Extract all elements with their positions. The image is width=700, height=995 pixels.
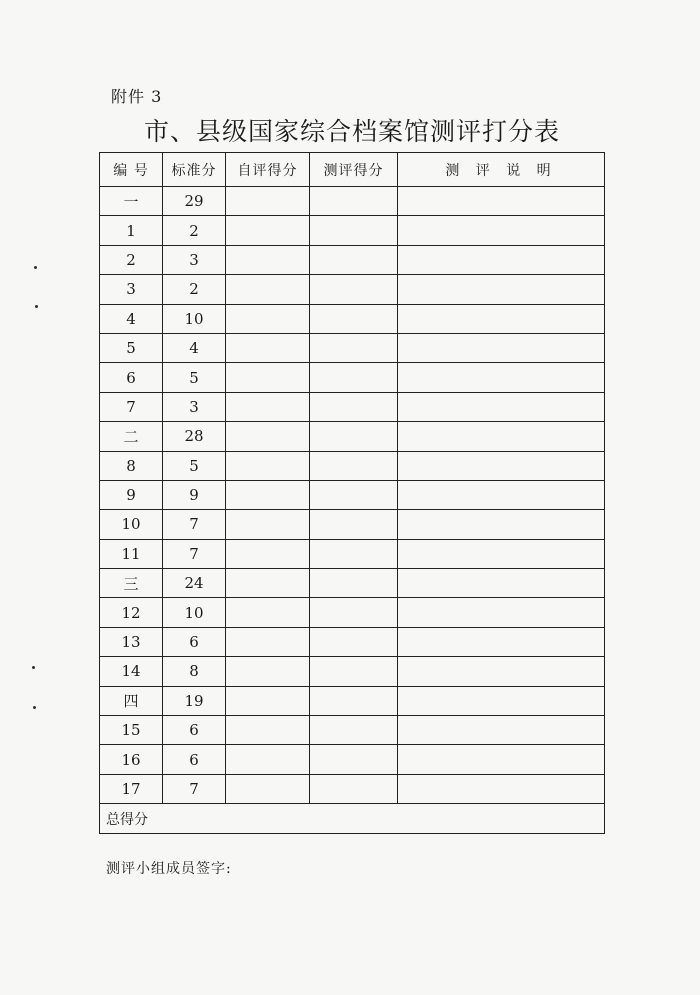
cell-evaluation-score: [310, 245, 398, 274]
cell-standard-score: 5: [163, 363, 226, 392]
cell-evaluation-score: [310, 745, 398, 774]
cell-evaluation-score: [310, 598, 398, 627]
table-row: [100, 363, 605, 392]
cell-number: 11: [100, 539, 163, 568]
scan-speck: [32, 666, 35, 669]
table-row: [100, 774, 605, 803]
cell-self-score: [226, 716, 310, 745]
table-row: [100, 627, 605, 656]
table-row: [100, 187, 605, 216]
cell-standard-score: 7: [163, 510, 226, 539]
cell-evaluation-notes: [398, 569, 605, 598]
cell-evaluation-notes: [398, 716, 605, 745]
attachment-label: 附件 3: [111, 87, 163, 106]
cell-number: 9: [100, 480, 163, 509]
cell-number: 15: [100, 716, 163, 745]
cell-number: 8: [100, 451, 163, 480]
cell-self-score: [226, 304, 310, 333]
cell-self-score: [226, 657, 310, 686]
cell-evaluation-score: [310, 187, 398, 216]
cell-evaluation-notes: [398, 451, 605, 480]
total-row: [100, 804, 605, 834]
cell-standard-score: 2: [163, 216, 226, 245]
cell-standard-score: 28: [163, 422, 226, 451]
page-title: 市、县级国家综合档案馆测评打分表: [143, 117, 560, 146]
cell-evaluation-notes: [398, 686, 605, 715]
cell-standard-score: 10: [163, 304, 226, 333]
cell-number: 一: [100, 187, 163, 216]
cell-evaluation-score: [310, 275, 398, 304]
cell-evaluation-notes: [398, 745, 605, 774]
cell-number: 二: [100, 422, 163, 451]
cell-evaluation-notes: [398, 510, 605, 539]
cell-number: 10: [100, 510, 163, 539]
cell-self-score: [226, 451, 310, 480]
cell-standard-score: 7: [163, 539, 226, 568]
cell-number: 2: [100, 245, 163, 274]
table-row: [100, 510, 605, 539]
table-row: [100, 686, 605, 715]
cell-evaluation-score: [310, 657, 398, 686]
table-row: [100, 745, 605, 774]
cell-standard-score: 4: [163, 333, 226, 362]
cell-number: 12: [100, 598, 163, 627]
cell-self-score: [226, 480, 310, 509]
cell-standard-score: 19: [163, 686, 226, 715]
cell-number: 4: [100, 304, 163, 333]
table-row: [100, 275, 605, 304]
cell-standard-score: 6: [163, 716, 226, 745]
cell-number: 四: [100, 686, 163, 715]
cell-standard-score: 29: [163, 187, 226, 216]
cell-evaluation-notes: [398, 304, 605, 333]
cell-evaluation-score: [310, 627, 398, 656]
cell-evaluation-notes: [398, 216, 605, 245]
cell-self-score: [226, 598, 310, 627]
cell-evaluation-score: [310, 392, 398, 421]
cell-number: 三: [100, 569, 163, 598]
cell-self-score: [226, 539, 310, 568]
cell-number: 7: [100, 392, 163, 421]
table-row: [100, 480, 605, 509]
cell-evaluation-score: [310, 510, 398, 539]
cell-self-score: [226, 422, 310, 451]
cell-number: 16: [100, 745, 163, 774]
cell-standard-score: 3: [163, 245, 226, 274]
cell-number: 14: [100, 657, 163, 686]
cell-evaluation-notes: [398, 275, 605, 304]
cell-self-score: [226, 187, 310, 216]
table-row: [100, 392, 605, 421]
cell-standard-score: 5: [163, 451, 226, 480]
cell-evaluation-score: [310, 304, 398, 333]
cell-evaluation-score: [310, 451, 398, 480]
cell-self-score: [226, 569, 310, 598]
cell-evaluation-notes: [398, 539, 605, 568]
cell-number: 3: [100, 275, 163, 304]
cell-evaluation-score: [310, 333, 398, 362]
cell-evaluation-notes: [398, 333, 605, 362]
cell-standard-score: 24: [163, 569, 226, 598]
cell-evaluation-score: [310, 774, 398, 803]
cell-evaluation-score: [310, 363, 398, 392]
cell-self-score: [226, 510, 310, 539]
table-row: [100, 304, 605, 333]
cell-self-score: [226, 245, 310, 274]
header-number: 编 号: [100, 153, 163, 187]
cell-self-score: [226, 216, 310, 245]
table-row: [100, 245, 605, 274]
cell-evaluation-notes: [398, 774, 605, 803]
cell-evaluation-notes: [398, 392, 605, 421]
cell-number: 1: [100, 216, 163, 245]
cell-standard-score: 7: [163, 774, 226, 803]
cell-standard-score: 6: [163, 627, 226, 656]
score-table: [99, 152, 605, 834]
cell-evaluation-notes: [398, 363, 605, 392]
table-row: [100, 539, 605, 568]
cell-self-score: [226, 392, 310, 421]
table-row: [100, 451, 605, 480]
cell-self-score: [226, 774, 310, 803]
cell-self-score: [226, 686, 310, 715]
cell-number: 5: [100, 333, 163, 362]
cell-evaluation-notes: [398, 657, 605, 686]
cell-standard-score: 10: [163, 598, 226, 627]
table-body: [100, 187, 605, 804]
table-row: [100, 333, 605, 362]
scan-speck: [34, 266, 37, 269]
cell-standard-score: 3: [163, 392, 226, 421]
cell-self-score: [226, 333, 310, 362]
header-self-score: 自评得分: [226, 153, 310, 187]
cell-evaluation-score: [310, 686, 398, 715]
header-standard-score: 标准分: [163, 153, 226, 187]
table-row: [100, 422, 605, 451]
cell-self-score: [226, 363, 310, 392]
cell-evaluation-score: [310, 569, 398, 598]
header-evaluation-score: 测评得分: [310, 153, 398, 187]
cell-evaluation-score: [310, 539, 398, 568]
scan-speck: [33, 706, 36, 709]
table-row: [100, 657, 605, 686]
cell-evaluation-score: [310, 480, 398, 509]
cell-self-score: [226, 745, 310, 774]
cell-self-score: [226, 275, 310, 304]
cell-evaluation-notes: [398, 187, 605, 216]
table-header-row: [100, 153, 605, 187]
cell-evaluation-notes: [398, 598, 605, 627]
cell-standard-score: 9: [163, 480, 226, 509]
table-row: [100, 569, 605, 598]
cell-standard-score: 8: [163, 657, 226, 686]
cell-standard-score: 6: [163, 745, 226, 774]
cell-evaluation-score: [310, 216, 398, 245]
table-row: [100, 716, 605, 745]
cell-evaluation-notes: [398, 480, 605, 509]
total-score-label: 总得分: [100, 804, 605, 834]
cell-evaluation-score: [310, 716, 398, 745]
cell-number: 17: [100, 774, 163, 803]
cell-number: 13: [100, 627, 163, 656]
cell-number: 6: [100, 363, 163, 392]
scan-speck: [35, 305, 38, 308]
cell-self-score: [226, 627, 310, 656]
cell-evaluation-notes: [398, 627, 605, 656]
header-evaluation-notes: 测 评 说 明: [398, 153, 605, 187]
table-row: [100, 216, 605, 245]
cell-evaluation-notes: [398, 422, 605, 451]
signature-label: 测评小组成员签字:: [106, 861, 232, 877]
cell-evaluation-score: [310, 422, 398, 451]
cell-evaluation-notes: [398, 245, 605, 274]
cell-standard-score: 2: [163, 275, 226, 304]
table-row: [100, 598, 605, 627]
